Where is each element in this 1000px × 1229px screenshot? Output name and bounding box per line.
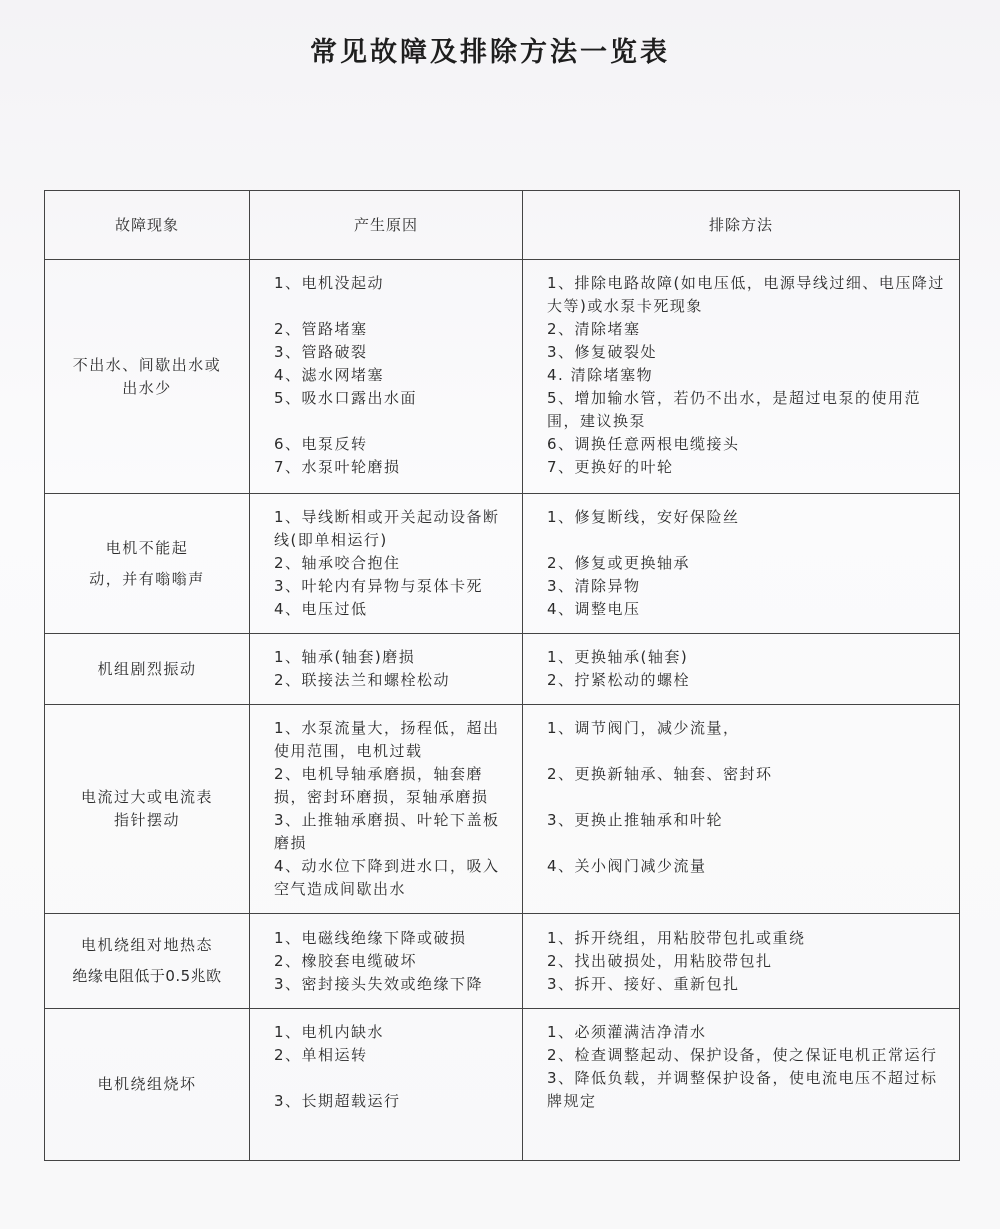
header-remedy: 排除方法: [523, 191, 960, 260]
table-row: [45, 494, 960, 634]
symptom-cell: [45, 634, 250, 705]
remedy-item: 3、拆开、接好、重新包扎: [547, 974, 740, 993]
symptom-text: 电机绕组对地热态: [80, 936, 213, 954]
remedy-item: 1、必须灌满洁净清水: [547, 1023, 707, 1041]
cause-item: 2、管路堵塞: [274, 320, 368, 338]
cause-cell: [250, 914, 523, 1009]
symptom-text: 电机绕组烧坏: [97, 1075, 197, 1093]
table-row: [45, 705, 960, 914]
cause-item: 3、密封接头失效或绝缘下降: [274, 974, 484, 993]
remedy-item: 4. 清除堵塞物: [547, 366, 654, 384]
symptom-text: 指针摆动: [113, 811, 180, 829]
table-row: [45, 260, 960, 494]
symptom-text: 电机不能起: [105, 538, 189, 557]
symptom-text: 电流过大或电流表: [80, 788, 213, 806]
symptom-cell: [45, 914, 250, 1009]
remedy-cell: [523, 1009, 960, 1161]
remedy-item: 1、调节阀门，减少流量，: [547, 719, 740, 737]
cause-item: 6、电泵反转: [274, 435, 368, 453]
remedy-item: 3、清除异物: [547, 577, 641, 595]
remedy-item: 4、关小阀门减少流量: [547, 857, 707, 875]
symptom-cell: [45, 260, 250, 494]
symptom-text: 不出水、间歇出水或: [72, 355, 222, 374]
cause-item: 1、导线断相或开关起动设备断线(即单相运行): [274, 508, 500, 549]
cause-item: 4、滤水网堵塞: [274, 366, 385, 384]
cause-item: 4、动水位下降到进水口，吸入空气造成间歇出水: [274, 857, 500, 898]
symptom-cell: [45, 705, 250, 914]
remedy-item: 5、增加输水管，若仍不出水，是超过电泵的使用范围，建议换泵: [547, 389, 922, 430]
remedy-item: 2、检查调整起动、保护设备，使之保证电机正常运行: [547, 1046, 938, 1064]
table-header-row: [45, 191, 960, 260]
cause-item: 3、长期超载运行: [274, 1092, 401, 1110]
remedy-item: 3、降低负载，并调整保护设备，使电流电压不超过标牌规定: [547, 1069, 938, 1110]
fault-table: [44, 190, 960, 1161]
remedy-item: 1、排除电路故障(如电压低，电源导线过细、电压降过大等)或水泵卡死现象: [547, 274, 945, 315]
remedy-cell: [523, 705, 960, 914]
remedy-item: 2、更换新轴承、轴套、密封环: [547, 765, 773, 783]
remedy-cell: [523, 494, 960, 634]
cause-item: 3、止推轴承磨损、叶轮下盖板磨损: [274, 811, 500, 852]
symptom-text: 动，并有嗡嗡声: [89, 569, 205, 588]
header-cause: 产生原因: [250, 191, 523, 260]
remedy-cell: [523, 914, 960, 1009]
remedy-item: 4、调整电压: [547, 600, 641, 618]
cause-item: 2、橡胶套电缆破坏: [274, 951, 418, 970]
remedy-item: 1、拆开绕组，用粘胶带包扎或重绕: [547, 928, 806, 947]
cause-cell: [250, 494, 523, 634]
cause-cell: [250, 705, 523, 914]
symptom-text: 出水少: [122, 378, 172, 397]
remedy-item: 3、修复破裂处: [547, 343, 658, 361]
cause-item: 1、电机内缺水: [274, 1023, 385, 1041]
cause-item: 1、轴承(轴套)磨损: [274, 648, 416, 666]
cause-item: 5、吸水口露出水面: [274, 389, 418, 407]
cause-item: 2、轴承咬合抱住: [274, 554, 401, 572]
remedy-item: 1、更换轴承(轴套): [547, 648, 689, 666]
cause-cell: [250, 1009, 523, 1161]
remedy-cell: [523, 260, 960, 494]
cause-item: 1、电磁线绝缘下降或破损: [274, 928, 467, 947]
cause-item: 2、联接法兰和螺栓松动: [274, 671, 451, 689]
table-row: [45, 914, 960, 1009]
remedy-item: 2、清除堵塞: [547, 320, 641, 338]
cause-item: 1、水泵流量大，扬程低，超出使用范围，电机过载: [274, 719, 500, 760]
cause-cell: [250, 260, 523, 494]
page-title: [0, 30, 1000, 69]
table-row: [45, 634, 960, 705]
header-symptom: 故障现象: [45, 191, 250, 260]
symptom-cell: [45, 494, 250, 634]
cause-item: 1、电机没起动: [274, 274, 385, 292]
table-row: [45, 1009, 960, 1161]
cause-cell: [250, 634, 523, 705]
symptom-text: 绝缘电阻低于0.5兆欧: [72, 967, 222, 985]
symptom-text: 机组剧烈振动: [97, 659, 197, 678]
cause-item: 2、电机导轴承磨损，轴套磨损，密封环磨损，泵轴承磨损: [274, 765, 489, 806]
cause-item: 4、电压过低: [274, 600, 368, 618]
symptom-cell: [45, 1009, 250, 1161]
remedy-item: 2、拧紧松动的螺栓: [547, 671, 691, 689]
remedy-item: 2、修复或更换轴承: [547, 554, 691, 572]
remedy-item: 3、更换止推轴承和叶轮: [547, 811, 724, 829]
cause-item: 2、单相运转: [274, 1046, 368, 1064]
remedy-cell: [523, 634, 960, 705]
remedy-item: 6、调换任意两根电缆接头: [547, 435, 740, 453]
remedy-item: 1、修复断线，安好保险丝: [547, 508, 740, 526]
remedy-item: 2、找出破损处，用粘胶带包扎: [547, 951, 773, 970]
cause-item: 7、水泵叶轮磨损: [274, 458, 401, 476]
page-title-text: 常见故障及排除方法一览表: [310, 37, 670, 68]
cause-item: 3、管路破裂: [274, 343, 368, 361]
remedy-item: 7、更换好的叶轮: [547, 458, 674, 476]
cause-item: 3、叶轮内有异物与泵体卡死: [274, 577, 484, 595]
